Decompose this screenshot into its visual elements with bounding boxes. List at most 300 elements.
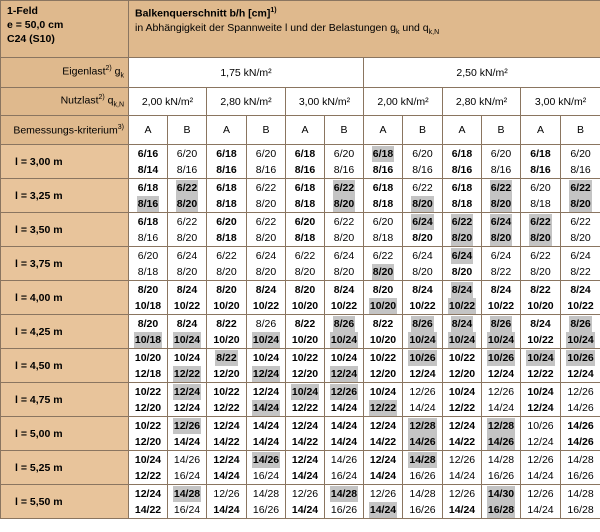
section-top: 14/28 (330, 487, 358, 500)
section-cell (403, 179, 443, 213)
section-bottom: 8/20 (333, 231, 355, 244)
section-top: 14/28 (567, 487, 594, 500)
section-top: 6/24 (333, 249, 355, 262)
section-bottom: 14/24 (487, 401, 515, 414)
section-bottom: 8/18 (372, 197, 394, 210)
section-top: 6/24 (176, 249, 198, 262)
section-cell (129, 213, 168, 247)
section-cell (247, 451, 286, 485)
section-bottom: 10/22 (252, 299, 280, 312)
section-cell (207, 451, 247, 485)
section-bottom: 10/20 (291, 333, 319, 346)
table-row (1, 451, 600, 485)
section-bottom: 10/20 (291, 299, 319, 312)
section-cell (561, 247, 600, 281)
section-bottom: 14/24 (213, 469, 240, 482)
section-bottom: 10/18 (134, 299, 162, 312)
section-top: 8/24 (451, 283, 473, 296)
section-bottom: 16/24 (252, 469, 280, 482)
section-cell (286, 417, 325, 451)
section-top: 12/24 (252, 385, 280, 398)
section-bottom: 8/20 (333, 197, 355, 210)
kriterium-label: Bemessungs-kriterium$^{3)}$ (1, 116, 129, 145)
section-top: 6/18 (451, 181, 473, 194)
section-bottom: 10/24 (330, 333, 358, 346)
section-cell (168, 383, 207, 417)
section-bottom: 8/18 (294, 231, 316, 244)
section-cell (364, 349, 403, 383)
section-cell (168, 315, 207, 349)
section-bottom: 8/20 (412, 265, 433, 278)
section-top: 14/28 (567, 453, 594, 466)
section-cell (443, 247, 482, 281)
section-top: 14/26 (567, 419, 594, 432)
section-cell (286, 179, 325, 213)
section-top: 8/26 (412, 317, 433, 330)
section-bottom: 8/20 (490, 197, 512, 210)
section-top: 8/24 (255, 283, 277, 296)
section-cell (561, 383, 600, 417)
section-bottom: 8/16 (372, 163, 394, 176)
section-bottom: 10/20 (527, 299, 554, 312)
section-cell (364, 179, 403, 213)
section-bottom: 12/18 (134, 367, 162, 380)
section-cell (403, 349, 443, 383)
criterion-cell: A (364, 116, 403, 145)
nutzlast-value: 2,80 kN/m² (207, 88, 286, 116)
section-bottom: 8/20 (255, 197, 277, 210)
section-top: 12/24 (291, 453, 319, 466)
section-bottom: 14/24 (527, 503, 554, 516)
nutzlast-value: 2,80 kN/m² (443, 88, 521, 116)
section-bottom: 10/24 (448, 333, 476, 346)
section-top: 8/22 (372, 317, 394, 330)
section-bottom: 12/22 (173, 367, 201, 380)
section-top: 14/28 (409, 487, 436, 500)
section-bottom: 8/16 (176, 163, 198, 176)
section-cell (521, 315, 561, 349)
section-cell (482, 383, 521, 417)
section-cell (364, 417, 403, 451)
section-cell (443, 179, 482, 213)
section-bottom: 8/18 (216, 197, 237, 210)
section-bottom: 8/16 (137, 197, 159, 210)
section-cell (207, 281, 247, 315)
section-bottom: 12/24 (567, 367, 594, 380)
criterion-cell: A (129, 116, 168, 145)
section-cell (443, 145, 482, 179)
section-top: 6/24 (412, 215, 433, 228)
section-top: 6/22 (530, 215, 551, 228)
section-cell (129, 281, 168, 315)
section-bottom: 12/22 (134, 469, 162, 482)
section-cell (207, 213, 247, 247)
section-top: 6/18 (530, 147, 551, 160)
section-top: 8/22 (216, 351, 237, 364)
section-bottom: 10/22 (567, 299, 594, 312)
section-top: 6/22 (176, 215, 198, 228)
section-bottom: 10/20 (213, 299, 240, 312)
section-bottom: 14/24 (448, 469, 476, 482)
section-bottom: 8/20 (255, 265, 277, 278)
section-bottom: 8/20 (570, 197, 591, 210)
section-top: 6/22 (333, 215, 355, 228)
section-bottom: 8/16 (530, 163, 551, 176)
table-title-header (129, 1, 600, 58)
table-corner-header (1, 1, 129, 58)
section-bottom: 14/24 (330, 435, 358, 448)
section-cell (247, 417, 286, 451)
section-bottom: 12/24 (409, 367, 436, 380)
section-top: 8/24 (490, 283, 512, 296)
section-cell (521, 145, 561, 179)
criterion-cell: B (403, 116, 443, 145)
section-cell (364, 383, 403, 417)
section-cell (325, 349, 364, 383)
section-bottom: 14/22 (134, 503, 162, 516)
section-top: 10/20 (134, 351, 162, 364)
section-bottom: 14/26 (567, 401, 594, 414)
section-top: 10/22 (369, 351, 397, 364)
section-cell (443, 417, 482, 451)
section-bottom: 12/22 (369, 401, 397, 414)
section-bottom: 14/22 (448, 435, 476, 448)
section-cell (129, 315, 168, 349)
section-cell (403, 315, 443, 349)
eigenlast-value-2: 2,50 kN/m² (364, 58, 600, 88)
section-cell (207, 315, 247, 349)
criterion-cell: A (521, 116, 561, 145)
section-top: 10/26 (567, 351, 594, 364)
section-top: 12/26 (213, 487, 240, 500)
section-cell (286, 315, 325, 349)
section-top: 12/26 (330, 385, 358, 398)
section-cell (168, 349, 207, 383)
section-bottom: 8/16 (570, 163, 591, 176)
section-cell (325, 383, 364, 417)
section-cell (168, 213, 207, 247)
section-bottom: 14/24 (448, 503, 476, 516)
section-top: 14/28 (173, 487, 201, 500)
section-cell (168, 417, 207, 451)
section-bottom: 8/20 (530, 231, 551, 244)
section-bottom: 8/18 (294, 197, 316, 210)
section-cell (443, 281, 482, 315)
criterion-cell: B (168, 116, 207, 145)
section-cell (482, 315, 521, 349)
section-bottom: 8/20 (176, 231, 198, 244)
section-bottom: 8/20 (530, 265, 551, 278)
section-cell (247, 485, 286, 519)
section-top: 14/28 (252, 487, 280, 500)
span-label: l = 3,25 m (1, 179, 129, 213)
section-bottom: 8/20 (255, 231, 277, 244)
section-bottom: 14/24 (173, 435, 201, 448)
section-cell (482, 349, 521, 383)
section-top: 12/24 (213, 419, 240, 432)
section-bottom: 10/24 (252, 333, 280, 346)
section-cell (364, 281, 403, 315)
table-row (1, 213, 600, 247)
table-row (1, 281, 600, 315)
section-cell (482, 485, 521, 519)
section-bottom: 14/24 (369, 469, 397, 482)
section-bottom: 12/20 (291, 367, 319, 380)
table-title: Balkenquerschnitt b/h [cm] (135, 7, 271, 20)
section-top: 10/22 (213, 385, 240, 398)
section-bottom: 16/26 (409, 503, 436, 516)
section-bottom: 16/26 (409, 469, 436, 482)
section-cell (521, 485, 561, 519)
section-cell (561, 213, 600, 247)
section-top: 6/20 (570, 147, 591, 160)
section-bottom: 16/24 (173, 469, 201, 482)
section-bottom: 14/24 (409, 401, 436, 414)
section-bottom: 8/18 (137, 265, 159, 278)
section-cell (207, 349, 247, 383)
eigenlast-label: Eigenlast$^{2)}$ $g_k$ (1, 58, 129, 88)
section-cell (364, 145, 403, 179)
span-label: l = 4,25 m (1, 315, 129, 349)
span-label: l = 5,25 m (1, 451, 129, 485)
section-top: 6/20 (490, 147, 512, 160)
section-cell (364, 451, 403, 485)
section-cell (325, 145, 364, 179)
section-cell (247, 349, 286, 383)
section-top: 14/24 (252, 419, 280, 432)
section-bottom: 12/20 (369, 367, 397, 380)
section-bottom: 8/22 (570, 265, 591, 278)
section-top: 6/18 (137, 181, 159, 194)
section-top: 6/18 (451, 147, 473, 160)
section-top: 6/22 (570, 181, 591, 194)
section-top: 10/24 (173, 351, 201, 364)
section-cell (247, 281, 286, 315)
section-cell (521, 349, 561, 383)
section-bottom: 14/26 (487, 435, 515, 448)
criterion-cell: A (443, 116, 482, 145)
section-top: 6/18 (216, 181, 237, 194)
section-top: 12/26 (448, 453, 476, 466)
section-bottom: 14/24 (369, 503, 397, 516)
section-bottom: 8/16 (412, 163, 433, 176)
section-cell (443, 213, 482, 247)
section-top: 12/24 (134, 487, 162, 500)
section-top: 6/22 (255, 215, 277, 228)
section-cell (247, 179, 286, 213)
section-bottom: 8/20 (294, 265, 316, 278)
section-cell (129, 417, 168, 451)
table-row (1, 247, 600, 281)
section-cell (325, 315, 364, 349)
span-label: l = 5,00 m (1, 417, 129, 451)
section-cell (521, 417, 561, 451)
section-top: 14/28 (487, 453, 515, 466)
section-cell (207, 179, 247, 213)
section-top: 6/20 (294, 215, 316, 228)
section-top: 10/24 (252, 351, 280, 364)
section-bottom: 8/16 (137, 231, 159, 244)
field-label: 1-Feld (7, 5, 38, 17)
section-cell (168, 485, 207, 519)
section-top: 6/18 (294, 147, 316, 160)
section-cell (207, 247, 247, 281)
span-label: l = 5,50 m (1, 485, 129, 519)
section-top: 8/24 (412, 283, 433, 296)
section-cell (561, 315, 600, 349)
section-top: 12/26 (291, 487, 319, 500)
section-top: 10/24 (527, 351, 554, 364)
section-cell (521, 247, 561, 281)
section-top: 8/24 (176, 283, 198, 296)
section-top: 10/22 (291, 351, 319, 364)
section-cell (364, 315, 403, 349)
section-bottom: 8/20 (216, 265, 237, 278)
section-bottom: 10/20 (369, 333, 397, 346)
grade-label: C24 (S10) (7, 33, 55, 45)
section-cell (129, 145, 168, 179)
section-top: 12/24 (173, 385, 201, 398)
section-cell (561, 349, 600, 383)
section-top: 8/26 (255, 317, 277, 330)
section-cell (443, 383, 482, 417)
section-top: 6/24 (490, 249, 512, 262)
section-cell (443, 349, 482, 383)
section-top: 6/24 (570, 249, 591, 262)
criterion-cell: B (561, 116, 600, 145)
section-top: 10/24 (330, 351, 358, 364)
section-top: 6/22 (176, 181, 198, 194)
section-top: 8/24 (570, 283, 591, 296)
section-top: 8/22 (530, 283, 551, 296)
section-cell (561, 281, 600, 315)
section-bottom: 10/22 (487, 299, 515, 312)
section-top: 6/22 (570, 215, 591, 228)
section-cell (325, 417, 364, 451)
section-bottom: 14/22 (369, 435, 397, 448)
section-bottom: 8/16 (490, 163, 512, 176)
section-top: 12/26 (527, 487, 554, 500)
section-cell (207, 417, 247, 451)
section-cell (561, 179, 600, 213)
subtitle-sub-kn: k,N (428, 28, 440, 36)
section-top: 10/26 (487, 351, 515, 364)
section-cell (325, 451, 364, 485)
section-top: 6/18 (372, 181, 394, 194)
section-top: 8/24 (176, 317, 198, 330)
section-top: 6/22 (490, 181, 512, 194)
section-cell (247, 145, 286, 179)
section-bottom: 16/26 (330, 503, 358, 516)
section-bottom: 10/18 (134, 333, 162, 346)
section-top: 6/24 (255, 249, 277, 262)
section-top: 6/20 (530, 181, 551, 194)
section-top: 12/24 (213, 453, 240, 466)
section-cell (247, 247, 286, 281)
section-cell (521, 213, 561, 247)
section-cell (561, 145, 600, 179)
section-top: 6/22 (216, 249, 237, 262)
section-top: 6/24 (490, 215, 512, 228)
section-bottom: 16/28 (567, 503, 594, 516)
section-bottom: 8/14 (137, 163, 159, 176)
section-cell (482, 417, 521, 451)
section-cell (403, 485, 443, 519)
section-cell (403, 247, 443, 281)
section-top: 8/20 (137, 283, 159, 296)
section-top: 14/26 (252, 453, 280, 466)
section-cell (286, 145, 325, 179)
section-bottom: 16/28 (487, 503, 515, 516)
nutzlast-value: 2,00 kN/m² (129, 88, 207, 116)
section-top: 12/24 (291, 419, 319, 432)
section-top: 10/24 (448, 385, 476, 398)
nutzlast-value: 2,00 kN/m² (364, 88, 443, 116)
section-top: 14/26 (173, 453, 201, 466)
table-row (1, 485, 600, 519)
section-cell (325, 281, 364, 315)
section-bottom: 16/26 (252, 503, 280, 516)
section-cell (403, 213, 443, 247)
section-bottom: 10/22 (448, 299, 476, 312)
section-cell (403, 383, 443, 417)
section-bottom: 8/20 (451, 265, 473, 278)
section-bottom: 10/20 (213, 333, 240, 346)
section-bottom: 8/18 (451, 197, 473, 210)
section-bottom: 8/20 (451, 231, 473, 244)
section-top: 6/22 (372, 249, 394, 262)
span-label: l = 3,00 m (1, 145, 129, 179)
section-bottom: 12/22 (448, 401, 476, 414)
table-row (1, 417, 600, 451)
section-cell (482, 247, 521, 281)
section-cell (286, 451, 325, 485)
table-row (1, 179, 600, 213)
section-bottom: 12/24 (252, 367, 280, 380)
section-bottom: 14/24 (330, 401, 358, 414)
section-bottom: 10/22 (527, 333, 554, 346)
section-bottom: 8/22 (490, 265, 512, 278)
subtitle-sub-k: k (395, 28, 400, 36)
section-cell (129, 349, 168, 383)
section-cell (168, 281, 207, 315)
section-top: 12/28 (409, 419, 436, 432)
span-label: l = 4,50 m (1, 349, 129, 383)
section-cell (207, 145, 247, 179)
section-top: 8/20 (372, 283, 394, 296)
section-top: 14/28 (409, 453, 436, 466)
section-cell (521, 281, 561, 315)
section-cell (482, 281, 521, 315)
section-bottom: 14/22 (291, 435, 319, 448)
section-cell (482, 179, 521, 213)
criterion-cell: B (325, 116, 364, 145)
section-bottom: 12/20 (448, 367, 476, 380)
section-bottom: 10/24 (487, 333, 515, 346)
section-top: 6/18 (372, 147, 394, 160)
section-cell (286, 213, 325, 247)
section-top: 14/30 (487, 487, 515, 500)
section-cell (364, 485, 403, 519)
section-top: 12/26 (409, 385, 436, 398)
section-bottom: 12/24 (330, 367, 358, 380)
section-top: 12/28 (487, 419, 515, 432)
section-bottom: 10/24 (567, 333, 594, 346)
section-bottom: 12/20 (134, 435, 162, 448)
section-top: 6/22 (412, 181, 433, 194)
section-top: 8/20 (137, 317, 159, 330)
section-bottom: 8/20 (372, 265, 394, 278)
